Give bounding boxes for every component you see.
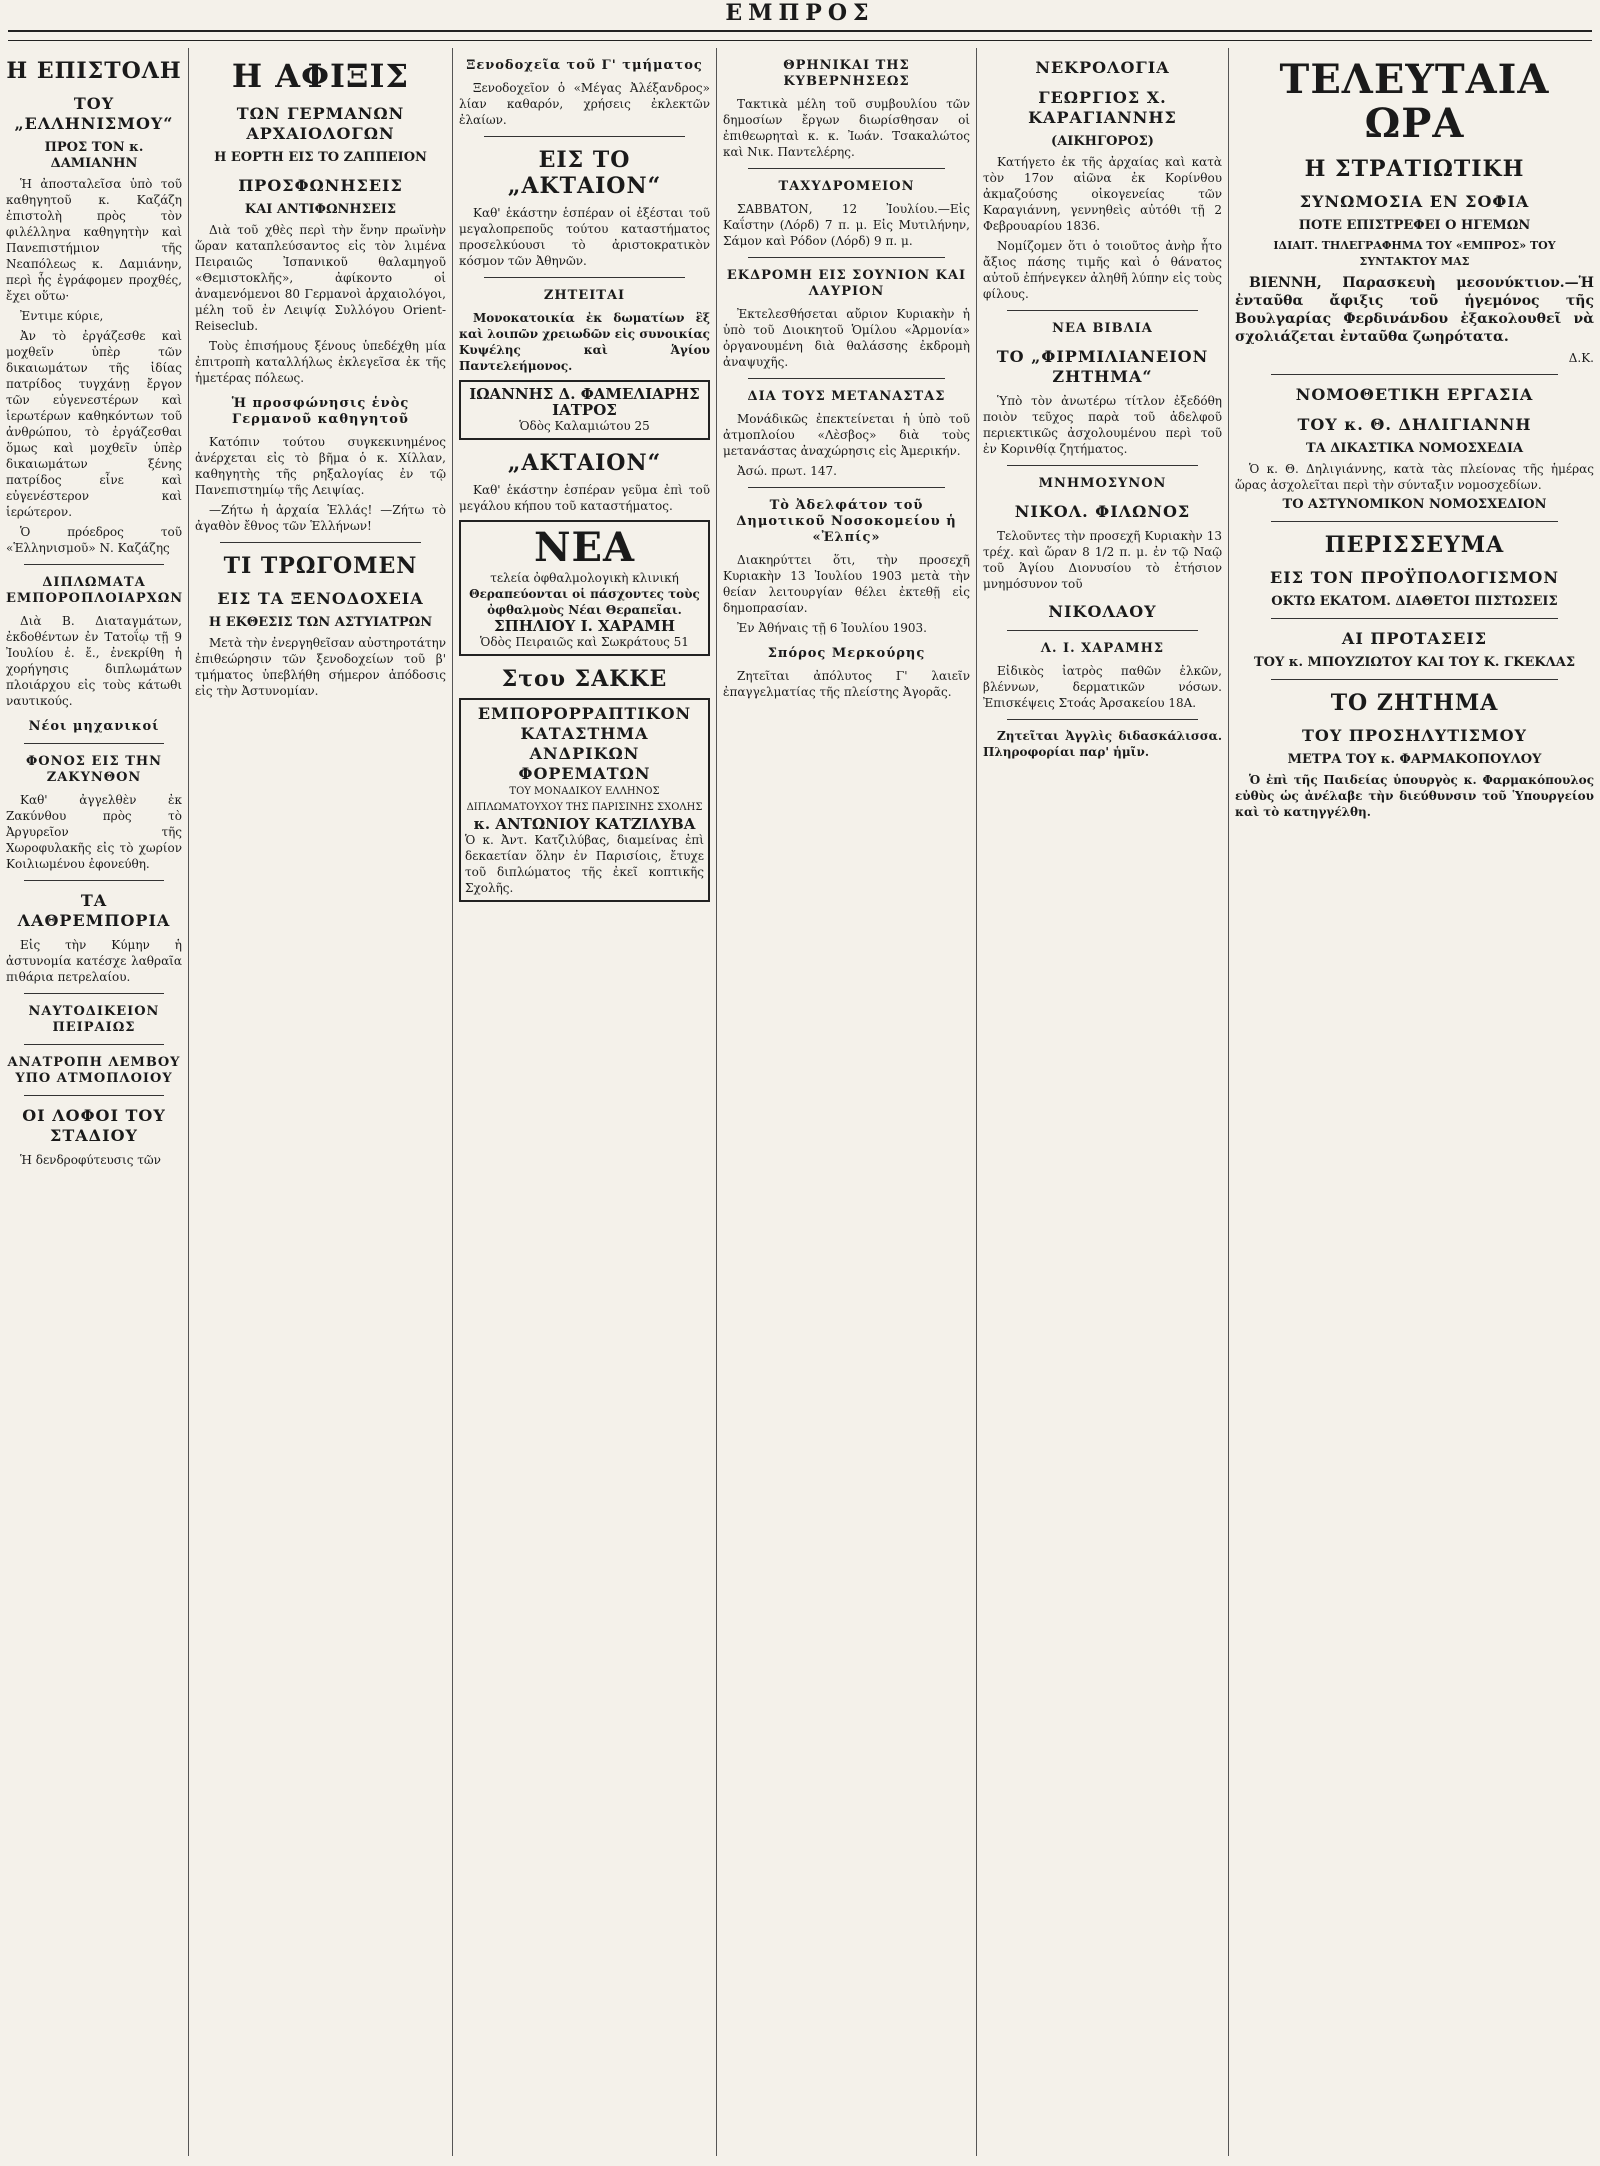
- article-paragraph: Τελοῦντες τὴν προσεχῆ Κυριακὴν 13 τρέχ. καὶ ὥραν 8 1/2 π. μ. ἐν τῷ Ναῷ τοῦ Ἁγίου Διονυσίου τὸ ἐτήσιον μνημόσυνον τοῦ: [983, 529, 1222, 591]
- doctor-address: Ὁδὸς Καλαμιώτου 25: [519, 419, 650, 433]
- column-5: [977, 48, 1228, 2156]
- section-heading: ΤΑΧΥΔΡΟΜΕΙΟΝ: [778, 179, 915, 194]
- article-paragraph: Ἐντιμε κύριε,: [20, 309, 104, 323]
- article-paragraph: Ἀν τὸ ἐργάζεσθε καὶ μοχθεῖν ὑπὲρ τῶν δικαιωμάτων τῆς ἰδίας πατρίδος τυγχάνῃ ἔργον τῶν εὐγενεστέρων καὶ ἱερωτέρων καθηκόντων τοῦ ἀνθρώπου, τὸ ἐργάζεσθαι ὅμως καὶ μοχθεῖν ὑπὲρ δικαιωμάτων ξένης πατρίδος εἶνε καὶ εὐγενέστερον καὶ ἱερώτερον.: [6, 329, 182, 519]
- clinic-headline: ΝΕΑ: [533, 524, 636, 571]
- section-heading: ΝΕΚΡΟΛΟΓΙΑ: [1035, 58, 1170, 77]
- article-paragraph: Τοὺς ἐπισήμους ξένους ὑπεδέχθη μία ἐπιτροπὴ καταλλήλως ἐκλεγεῖσα ἐκ τῆς ἡμετέρας πόλεως.: [195, 339, 446, 385]
- section-heading: Ἡ προσφώνησις ἑνὸς Γερμανοῦ καθηγητοῦ: [231, 396, 410, 427]
- article-title: ΠΕΡΙΣΣΕΥΜΑ: [1324, 532, 1505, 558]
- article-paragraph: —Ζήτω ἡ ἀρχαία Ἑλλάς! —Ζήτω τὸ ἀγαθὸν ἔθνος τῶν Ἑλλήνων!: [195, 503, 446, 533]
- section-divider: [1007, 630, 1198, 631]
- section-heading: Νέοι μηχανικοί: [28, 719, 160, 734]
- section-heading: ΤΑ ΛΑΘΡΕΜΠΟΡΙΑ: [17, 891, 171, 930]
- article-subtitle: ΚΑΙ ΑΝΤΙΦΩΝΗΣΕΙΣ: [244, 202, 397, 217]
- article-paragraph: ΒΙΕΝΝΗ, Παρασκευὴ μεσονύκτιον.—Ἡ ἐνταῦθα ἄφιξις τοῦ ἡγεμόνος τῆς Βουλγαρίας Φερδινάνδου ἐξακολουθεῖ νὰ σχολιάζεται ἐνταῦθα ζωηρότατα.: [1235, 275, 1594, 345]
- column-3: [453, 48, 716, 2156]
- section-divider: [1271, 618, 1558, 619]
- section-heading: ΘΡΗΝΙΚΑΙ ΤΗΣ ΚΥΒΕΡΝΗΣΕΩΣ: [783, 58, 910, 89]
- advertisement-text: Μονοκατοικία ἐκ δωματίων ἓξ καὶ λοιπῶν χρειωδῶν εἰς συνοικίας Κυψέλης καὶ Ἁγίου Παντελεήμονος.: [459, 311, 710, 373]
- advertisement-title: „ΑΚΤΑΙΟΝ“: [507, 450, 662, 476]
- article-paragraph: Καθ' ἑκάστην ἑσπέραν οἱ ἐξέσται τοῦ μεγαλοπρεποῦς τούτου καταστήματος προσελκύουσι τὸ ἀριστοκρατικὸν κόσμον τῶν Ἀθηνῶν.: [459, 206, 710, 268]
- article-paragraph: Ὁ κ. Θ. Δηλιγιάννης, κατὰ τὰς πλείονας τῆς ἡμέρας ὥρας ἀσχολεῖται περὶ τὴν σύνταξιν νομοσχεδίων.: [1235, 462, 1594, 492]
- article-title: ΕΙΣ ΤΟ „ΑΚΤΑΙΟΝ“: [507, 147, 662, 199]
- tailor-text: Ὁ κ. Ἀντ. Κατζιλύβας, διαμείνας ἐπὶ δεκαετίαν ὅλην ἐν Παρισίοις, ἔτυχε τοῦ διπλώματος τῆς ἐκεῖ κοπτικῆς Σχολῆς.: [465, 833, 704, 895]
- section-divider: [484, 136, 685, 137]
- section-divider: [1007, 310, 1198, 311]
- article-date: Ἐν Ἀθήναις τῇ 6 Ἰουλίου 1903.: [737, 621, 927, 635]
- section-heading: ΜΝΗΜΟΣΥΝΟΝ: [1038, 476, 1167, 491]
- column-4: [717, 48, 976, 2156]
- article-paragraph: Ὁ ἐπὶ τῆς Παιδείας ὑπουργὸς κ. Φαρμακόπουλος εὐθὺς ὡς ἀνέλαβε τὴν διεύθυνσιν τοῦ Ὑπουργείου καὶ τὸ κατηγγέλθη.: [1235, 773, 1594, 819]
- article-subtitle: ΜΕΤΡΑ ΤΟΥ κ. ΦΑΡΜΑΚΟΠΟΥΛΟΥ: [1287, 752, 1542, 767]
- article-title-line2: ΤΟΥ ΠΡΟΣΗΛΥΤΙΣΜΟΥ: [1302, 726, 1527, 745]
- section-divider: [748, 168, 946, 169]
- article-paragraph: Τακτικὰ μέλη τοῦ συμβουλίου τῶν δημοσίων ἔργων διωρίσθησαν οἱ ἐπιθεωρηταὶ κ. κ. Ἰωάν. Τσακαλώτος καὶ Νικ. Παντελέρης.: [723, 97, 970, 159]
- advertisement-text: Καθ' ἑκάστην ἑσπέραν γεῦμα ἐπὶ τοῦ μεγάλου κήπου τοῦ καταστήματος.: [459, 483, 710, 513]
- advertisement-text: Ζητεῖται Ἀγγλὶς διδασκάλισσα. Πληροφορίαι παρ' ἡμῖν.: [983, 729, 1222, 759]
- article-paragraph: Εἰς τὴν Κύμην ἡ ἀστυνομία κατέσχε λαθραῖα πιθάρια πετρελαίου.: [6, 938, 182, 984]
- section-divider: [748, 257, 946, 258]
- article-paragraph: Διὰ Β. Διαταγμάτων, ἐκδοθέντων ἐν Τατοΐῳ τῇ 9 Ἰουλίου ἐ. ἔ., ἐνεκρίθη ἡ χορήγησις διπλωμάτων πλοιάρχου εἰς τοὺς κάτωθι ναυτικούς.: [6, 614, 182, 708]
- article-title-line2: ΕΙΣ ΤΑ ΞΕΝΟΔΟΧΕΙΑ: [217, 589, 424, 608]
- article-paragraph: Μονάδικῶς ἐπεκτείνεται ἡ ὑπὸ τοῦ ἀτμοπλοίου «Λὲσβος» διὰ τοὺς μετανάστας ἀναχώρησις εἰς Ἀμερικήν.: [723, 412, 970, 458]
- clinic-advertisement: [459, 520, 710, 656]
- shop-advertisement-title: Στου ΣΑΚΚΕ: [501, 666, 668, 692]
- clinic-subtitle: τελεία ὀφθαλμολογικὴ κλινική: [490, 571, 679, 585]
- section-divider: [24, 1095, 165, 1096]
- article-paragraph: Κατόπιν τούτου συγκεκινημένος ἀνέρχεται εἰς τὸ βῆμα ὁ κ. Χίλλαν, καθηγητὴς τῆς ρηξαλογίας ἐν τῷ Πανεπιστημίῳ τῆς Λειψίας.: [195, 435, 446, 497]
- article-title: ΤΟ „ΦΙΡΜΙΛΙΑΝΕΙΟΝ ΖΗΤΗΜΑ“: [996, 347, 1209, 386]
- section-heading: Λ. Ι. ΧΑΡΑΜΗΣ: [1040, 641, 1165, 656]
- section-heading: ΑΝΑΤΡΟΠΗ ΛΕΜΒΟΥ ΥΠΟ ΑΤΜΟΠΛΟΙΟΥ: [7, 1055, 181, 1086]
- article-paragraph: Ζητεῖται ἀπόλυτος Γ' λαιεῖν ἐπαγγελματίας τῆς πλείστης Ἀγορᾶς.: [723, 669, 970, 699]
- article-title-line2: ΕΙΣ ΤΟΝ ΠΡΟΫΠΟΛΟΓΙΣΜΟΝ: [1270, 568, 1559, 587]
- section-heading: Ξενοδοχεῖα τοῦ Γ' τμήματος: [466, 58, 703, 73]
- column-1: [0, 48, 188, 2156]
- section-divider: [24, 993, 165, 994]
- memorial-name: ΝΙΚΟΛΑΟΥ: [1048, 602, 1157, 621]
- section-heading: Τὸ Ἀδελφάτον τοῦ Δημοτικοῦ Νοσοκομείου ἡ «Ἐλπίς»: [736, 498, 957, 545]
- article-signature: Ὁ πρόεδρος τοῦ «Ἑλληνισμοῦ» Ν. Καζάζης: [6, 525, 182, 555]
- article-paragraph: Διὰ τοῦ χθὲς περὶ τὴν ἕνην πρωϊνὴν ὥραν καταπλεύσαντος εἰς τὸν λιμένα Πειραιῶς Ἰσπανικοῦ θαλαμηγοῦ «Θεμιστοκλῆς», ἀφίκοντο οἱ ἀναμενόμενοι 80 Γερμανοὶ ἀρχαιολόγοι, μέλη τοῦ ἐν Λειψίᾳ Συλλόγου Orient-Reiseclub.: [195, 223, 446, 333]
- section-divider: [24, 880, 165, 881]
- section-heading: ΝΕΑ ΒΙΒΛΙΑ: [1052, 321, 1153, 336]
- article-paragraph: Ὑπὸ τὸν ἀνωτέρω τίτλον ἐξεδόθη ποιὸν τεῦχος παρὰ τοῦ ἀδελφοῦ περιεκτικῶς ἀσχολουμένου περὶ τοῦ ἐν Κορινθίᾳ ζητήματος.: [983, 394, 1222, 456]
- section-heading: ΔΙΑ ΤΟΥΣ ΜΕΤΑΝΑΣΤΑΣ: [747, 389, 946, 404]
- clinic-text: Θεραπεύονται οἱ πάσχοντες τοὺς ὀφθαλμοὺς Νέαι Θεραπεῖαι.: [469, 587, 700, 617]
- section-divider: [24, 743, 165, 744]
- masthead-rule-bottom: [8, 40, 1592, 41]
- article-paragraph: Ἐκτελεσθήσεται αὔριον Κυριακὴν ἡ ὑπὸ τοῦ Διοικητοῦ Ὁμίλου «Ἁρμονία» ὀργανουμένη διὰ θαλάσσης ἐκδρομὴ ἀναψυχῆς.: [723, 307, 970, 369]
- tailor-headline: ΕΜΠΟΡΟΡΡΑΠΤΙΚΟΝ ΚΑΤΑΣΤΗΜΑ: [477, 704, 692, 743]
- section-heading: ΕΚΔΡΟΜΗ ΕΙΣ ΣΟΥΝΙΟΝ ΚΑΙ ΛΑΥΡΙΟΝ: [726, 268, 967, 299]
- telegram-source: ΙΔΙΑΙΤ. ΤΗΛΕΓΡΑΦΗΜΑ ΤΟΥ «ΕΜΠΡΟΣ» ΤΟΥ ΣΥΝΤΑΚΤΟΥ ΜΑΣ: [1273, 239, 1556, 268]
- doctor-title: ΙΑΤΡΟΣ: [552, 401, 617, 419]
- section-heading: ΦΟΝΟΣ ΕΙΣ ΤΗΝ ΖΑΚΥΝΘΟΝ: [25, 754, 163, 785]
- column-6: [1229, 48, 1600, 2156]
- article-paragraph: Καθ' ἀγγελθὲν ἐκ Ζακύνθου πρὸς τὸ Ἀργυρεῖον τῆς Χωροφυλακῆς εἰς τὸ χωρίον Κοιλιωμένου ἐφονεύθη.: [6, 793, 182, 871]
- article-paragraph: Μετὰ τὴν ἐνεργηθεῖσαν αὐστηροτάτην ἐπιθεώρησιν τῶν ξενοδοχείων τοῦ β' τμήματος ὑπεβλήθη σήμερον ἀπόδοσις εἰς τὴν Ἀστυνομίαν.: [195, 636, 446, 698]
- clinic-doctor-name: ΣΠΗΛΙΟΥ Ι. ΧΑΡΑΜΗ: [493, 617, 676, 635]
- section-divider: [1007, 465, 1198, 466]
- obituary-name: ΓΕΩΡΓΙΟΣ Χ. ΚΑΡΑΓΙΑΝΝΗΣ: [1028, 88, 1177, 127]
- section-heading: ΟΙ ΛΟΦΟΙ ΤΟΥ ΣΤΑΔΙΟΥ: [22, 1106, 166, 1145]
- obituary-profession: (ΑΙΚΗΓΟΡΟΣ): [1051, 134, 1154, 149]
- article-paragraph: Ξενοδοχεῖον ὁ «Μέγας Ἀλέξανδρος» λίαν καθαρόν, χρήσεις ἐκλεκτῶν ἐλαίων.: [459, 81, 710, 127]
- article-subtitle: ΠΟΤΕ ΕΠΙΣΤΡΕΦΕΙ Ο ΗΓΕΜΩΝ: [1298, 218, 1531, 233]
- section-heading: ΠΡΟΣΦΩΝΗΣΕΙΣ: [238, 176, 403, 195]
- article-subtitle: ΠΡΟΣ ΤΟΝ κ. ΔΑΜΙΑΝΗΝ: [44, 140, 144, 171]
- tailor-subtitle: ΤΟΥ ΜΟΝΑΔΙΚΟΥ ΕΛΛΗΝΟΣ ΔΙΠΛΩΜΑΤΟΥΧΟΥ ΤΗΣ ΠΑΡΙΣΙΝΗΣ ΣΧΟΛΗΣ: [466, 786, 703, 813]
- article-subtitle: ΤΑ ΔΙΚΑΣΤΙΚΑ ΝΟΜΟΣΧΕΔΙΑ: [1305, 441, 1524, 456]
- doctor-name: ΙΩΑΝΝΗΣ Δ. ΦΑΜΕΛΙΑΡΗΣ: [469, 385, 700, 403]
- doctor-advertisement: [459, 380, 710, 440]
- article-paragraph: Διακηρύττει ὅτι, τὴν προσεχῆ Κυριακὴν 13 Ἰουλίου 1903 μετὰ τὴν θείαν λειτουργίαν θέλει ἐκτεθῇ εἰς δημοπρασίαν.: [723, 553, 970, 615]
- article-paragraph: Ἡ ἀποσταλεῖσα ὑπὸ τοῦ καθηγητοῦ κ. Καζάζη ἐπιστολὴ πρὸς τὸν φιλέλληνα καθηγητὴν καὶ Πανεπιστήμιον τῆς Νεαπόλεως κ. Δαμιάνην, περὶ ἧς ἐγράφομεν προχθές, ἔχει οὕτω·: [6, 177, 182, 303]
- article-signature: Δ.Κ.: [1568, 351, 1594, 365]
- article-paragraph: Ἡ δενδροφύτευσις τῶν: [20, 1153, 161, 1167]
- section-divider: [484, 277, 685, 278]
- article-paragraph: ΣΑΒΒΑΤΟΝ, 12 Ἰουλίου.—Εἰς Καΐστην (Λόρδ) 7 π. μ. Εἰς Μυτιλήνην, Σάμον καὶ Ρόδον (Λόρδ) 9 π. μ.: [723, 202, 970, 248]
- tailor-subheadline: ΑΝΔΡΙΚΩΝ ΦΟΡΕΜΑΤΩΝ: [518, 744, 651, 783]
- article-title: ΤΟ ΖΗΤΗΜΑ: [1330, 690, 1499, 716]
- section-divider: [1271, 521, 1558, 522]
- article-subtitle: ΟΚΤΩ ΕΚΑΤΟΜ. ΔΙΑΘΕΤΟΙ ΠΙΣΤΩΣΕΙΣ: [1271, 594, 1558, 609]
- section-heading: Σπόρος Μερκούρης: [767, 646, 926, 661]
- article-title: ΑΙ ΠΡΟΤΑΣΕΙΣ: [1341, 629, 1488, 648]
- section-divider: [748, 378, 946, 379]
- section-divider: [1007, 719, 1198, 720]
- masthead-rule-top: [8, 30, 1592, 32]
- section-heading: ΝΑΥΤΟΔΙΚΕΙΟΝ ΠΕΙΡΑΙΩΣ: [28, 1004, 160, 1035]
- article-subtitle: Η ΕΟΡΤΗ ΕΙΣ ΤΟ ΖΑΠΠΕΙΟΝ: [214, 150, 427, 165]
- section-divider: [1271, 374, 1558, 375]
- article-title: ΤΙ ΤΡΩΓΟΜΕΝ: [223, 553, 418, 579]
- article-paragraph: Νομίζομεν ὅτι ὁ τοιοῦτος ἀνὴρ ἦτο ἄξιος πάσης τιμῆς καὶ ὁ θάνατος αὐτοῦ ἐπήνεγκεν ἀληθῆ λύπην εἰς τοὺς φίλους.: [983, 239, 1222, 301]
- article-subtitle: Η ΕΚΘΕΣΙΣ ΤΩΝ ΑΣΤΥΙΑΤΡΩΝ: [208, 615, 433, 630]
- tailor-name: κ. ΑΝΤΩΝΙΟΥ ΚΑΤΖΙΛΥΒΑ: [473, 815, 696, 833]
- section-divider: [1271, 679, 1558, 680]
- section-divider: [24, 1044, 165, 1045]
- section-heading: ΖΗΤΕΙΤΑΙ: [543, 288, 626, 303]
- clinic-address: Ὁδὸς Πειραιῶς καὶ Σωκράτους 51: [480, 635, 689, 649]
- article-reference: Ἀσώ. πρωτ. 147.: [737, 464, 837, 478]
- section-divider: [748, 487, 946, 488]
- article-title-line2: ΤΩΝ ΓΕΡΜΑΝΩΝ ΑΡΧΑΙΟΛΟΓΩΝ: [236, 104, 405, 143]
- article-title-line2: ΣΥΝΩΜΟΣΙΑ ΕΝ ΣΟΦΙΑ: [1299, 192, 1530, 211]
- article-subtitle: ΤΟΥ κ. ΜΠΟΥΖΙΩΤΟΥ ΚΑΙ ΤΟΥ Κ. ΓΚΕΚΛΑΣ: [1253, 655, 1576, 670]
- section-heading: ΔΙΠΛΩΜΑΤΑ ΕΜΠΟΡΟΠΛΟΙΑΡΧΩΝ: [6, 575, 184, 606]
- column-2: [189, 48, 452, 2156]
- article-subtitle: ΤΟ ΑΣΤΥΝΟΜΙΚΟΝ ΝΟΜΟΣΧΕΔΙΟΝ: [1282, 497, 1547, 512]
- article-title: Η ΕΠΙΣΤΟΛΗ: [6, 58, 182, 84]
- masthead: ΕΜΠΡΟΣ: [725, 0, 875, 26]
- section-heading: ΝΟΜΟΘΕΤΙΚΗ ΕΡΓΑΣΙΑ: [1295, 385, 1534, 404]
- article-title: Η ΣΤΡΑΤΙΩΤΙΚΗ: [1304, 156, 1525, 182]
- article-paragraph: Κατήγετο ἐκ τῆς ἀρχαίας καὶ κατὰ τὸν 17ον αἰῶνα ἐκ Κορίνθου ἀκμαζούσης οἰκογενείας τῶν Καραγιάννη, γεννηθεὶς αὐτόθι τῇ 2 Φεβρουαρίου 1836.: [983, 155, 1222, 233]
- section-divider: [220, 542, 421, 543]
- article-title-line2: ΤΟΥ „ΕΛΛΗΝΙΣΜΟΥ“: [14, 94, 174, 133]
- article-title: Η ΑΦΙΞΙΣ: [231, 57, 410, 95]
- memorial-name: ΝΙΚΟΛ. ΦΙΛΩΝΟΣ: [1014, 502, 1191, 521]
- section-divider: [24, 564, 165, 565]
- last-hour-heading: ΤΕΛΕΥΤΑΙΑ ΩΡΑ: [1279, 56, 1550, 147]
- tailor-advertisement: [459, 698, 710, 902]
- section-heading-line2: ΤΟΥ κ. Θ. ΔΗΛΙΓΙΑΝΝΗ: [1297, 415, 1532, 434]
- advertisement-text: Εἰδικὸς ἰατρὸς παθῶν ἐλκῶν, βλέννων, δερματικῶν νόσων. Ἐπισκέψεις Στοάς Ἀρσακείου 18Α.: [983, 664, 1222, 710]
